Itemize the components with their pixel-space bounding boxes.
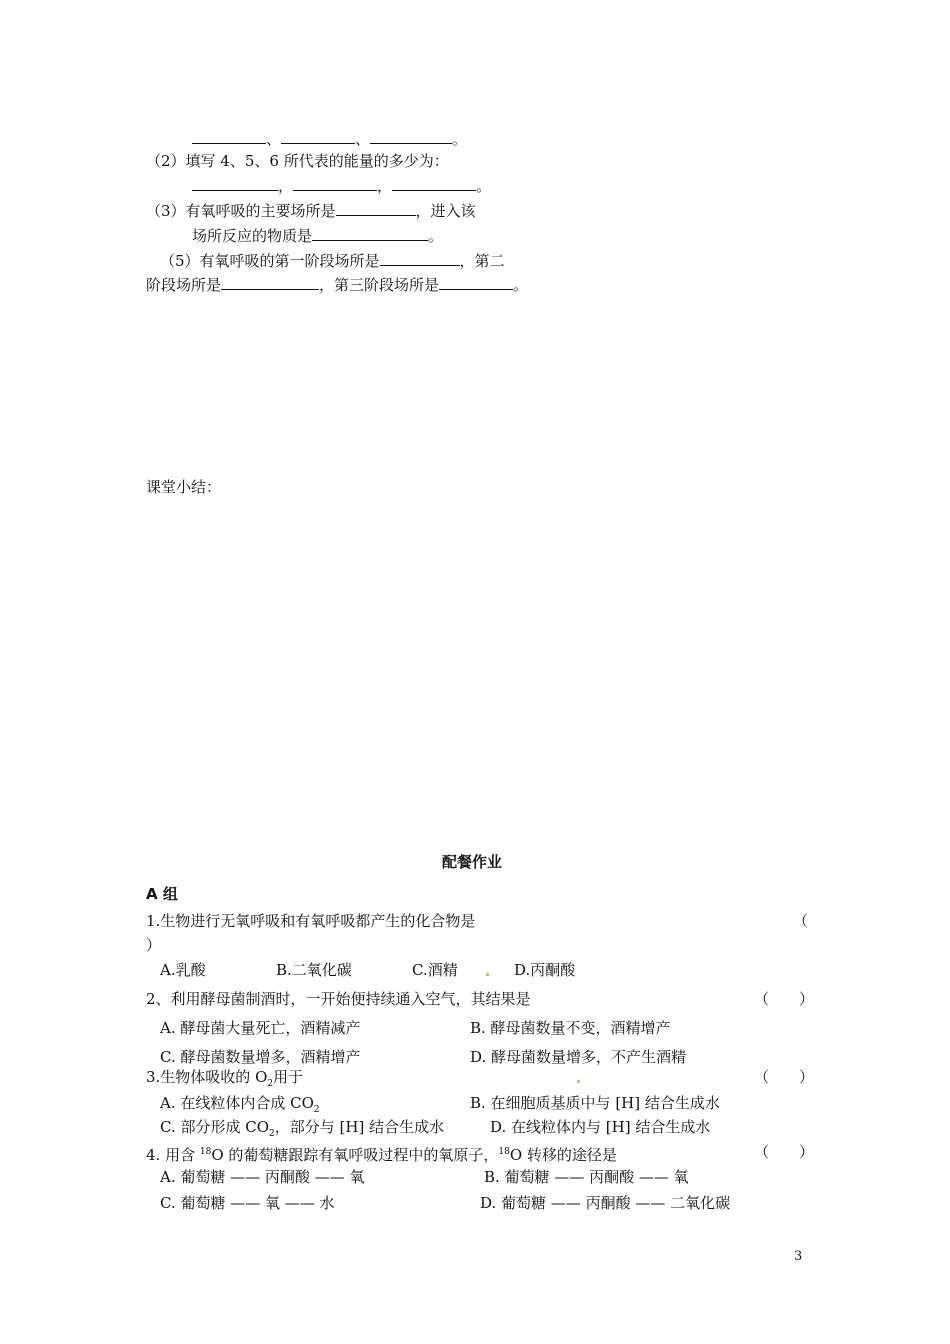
question-3-option-b[interactable]: B. 在细胞质基质中与 [H] 结合生成水 xyxy=(470,1094,720,1112)
question-5-mid: ，第三阶段场所是 xyxy=(319,276,440,294)
question-2-option-a[interactable]: A. 酵母菌大量死亡，酒精减产 xyxy=(160,1019,361,1037)
option-a-text: A. 在线粒体内合成 CO xyxy=(160,1094,314,1112)
answer-blank[interactable] xyxy=(293,175,377,191)
question-5-tail: ，第二 xyxy=(459,252,505,270)
answer-blank[interactable] xyxy=(336,200,416,216)
subscript: 2 xyxy=(267,1079,274,1089)
answer-blank[interactable] xyxy=(370,128,452,144)
question-2-label: （2）填写 4、5、6 所代表的能量的多少为： xyxy=(146,152,449,170)
separator: ， xyxy=(278,177,294,195)
question-3-option-c[interactable] xyxy=(160,1117,444,1144)
question-1-option-c[interactable]: C.酒精 xyxy=(412,961,458,979)
question-3-paren: （ ） xyxy=(754,1068,815,1086)
question-2-option-c[interactable]: C. 酵母菌数量增多，酒精增产 xyxy=(160,1048,361,1066)
question-2-option-b[interactable]: B. 酵母菌数量不变，酒精增产 xyxy=(470,1019,671,1037)
superscript: 18 xyxy=(199,1147,212,1157)
question-3-stem-post: 用于 xyxy=(273,1068,304,1086)
separator: 、 xyxy=(266,130,282,148)
question-1-option-d[interactable]: D.丙酮酸 xyxy=(514,961,576,979)
answer-blank[interactable] xyxy=(439,274,513,290)
question-2-paren: （ ） xyxy=(754,990,815,1008)
question-4-paren: （ ） xyxy=(754,1143,815,1161)
question-4-option-b[interactable]: B. 葡萄糖 —— 丙酮酸 —— 氧 xyxy=(484,1168,689,1186)
question-5-line-2 xyxy=(146,274,528,295)
option-c-text-pre: C. 部分形成 CO xyxy=(160,1118,270,1136)
line-end: 。 xyxy=(476,177,492,195)
separator: ， xyxy=(377,177,393,195)
question-3-tail: ，进入该 xyxy=(415,202,476,220)
subscript: 2 xyxy=(313,1105,320,1115)
class-summary-label: 课堂小结： xyxy=(146,478,222,496)
answer-blank[interactable] xyxy=(281,128,355,144)
question-1-paren-open: （ xyxy=(793,912,809,930)
question-4-option-d[interactable]: D. 葡萄糖 —— 丙酮酸 —— 二氧化碳 xyxy=(480,1194,731,1212)
question-3-label: （3）有氧呼吸的主要场所是 xyxy=(146,202,336,220)
question-4-stem-post: O 转移的途径是 xyxy=(509,1146,617,1164)
answer-blank[interactable] xyxy=(380,250,460,266)
line-end: 。 xyxy=(452,130,468,148)
question-3-option-d[interactable]: D. 在线粒体内与 [H] 结合生成水 xyxy=(490,1118,711,1136)
question-3-line-1 xyxy=(146,200,476,221)
option-c-text-post: ，部分与 [H] 结合生成水 xyxy=(274,1118,445,1136)
answer-blank[interactable] xyxy=(192,128,266,144)
question-2-stem: 2、利用酵母菌制酒时，一开始便持续通入空气，其结果是 xyxy=(146,990,531,1008)
separator: 、 xyxy=(355,130,371,148)
group-label: A 组 xyxy=(146,885,178,903)
question-3-option-a[interactable] xyxy=(160,1093,320,1120)
question-3-stem xyxy=(146,1067,303,1094)
subscript: 2 xyxy=(269,1129,275,1139)
stray-dot xyxy=(577,1080,580,1083)
answer-blank[interactable] xyxy=(312,225,428,241)
line-end: 。 xyxy=(513,276,529,294)
question-4-option-a[interactable]: A. 葡萄糖 —— 丙酮酸 —— 氧 xyxy=(160,1168,365,1186)
question-3-line-2-text: 场所反应的物质是 xyxy=(192,227,313,245)
stray-dot xyxy=(486,973,489,976)
question-4-stem-pre: 4. 用含 xyxy=(146,1146,200,1164)
answer-line-2 xyxy=(192,175,491,196)
question-5-line-1 xyxy=(160,250,505,271)
question-4-option-c[interactable]: C. 葡萄糖 —— 氧 —— 水 xyxy=(160,1194,335,1212)
answer-line-1 xyxy=(192,128,467,149)
question-1-paren-close: ） xyxy=(146,936,162,954)
question-1-option-a[interactable]: A.乳酸 xyxy=(160,961,206,979)
line-end: 。 xyxy=(428,227,444,245)
page-number: 3 xyxy=(794,1249,803,1264)
answer-blank[interactable] xyxy=(392,175,476,191)
question-1-stem: 1.生物进行无氧呼吸和有氧呼吸都产生的化合物是 xyxy=(146,912,476,930)
question-5-line-2-text: 阶段场所是 xyxy=(146,276,222,294)
question-4-stem-mid: O 的葡萄糖跟踪有氧呼吸过程中的氧原子， xyxy=(211,1146,499,1164)
homework-title: 配餐作业 xyxy=(442,853,503,871)
question-4-stem xyxy=(146,1142,617,1165)
question-1-option-b[interactable]: B.二氧化碳 xyxy=(276,961,352,979)
superscript: 18 xyxy=(498,1147,510,1157)
answer-blank[interactable] xyxy=(192,175,278,191)
question-5-label: （5）有氧呼吸的第一阶段场所是 xyxy=(160,252,380,270)
answer-blank[interactable] xyxy=(221,274,319,290)
question-3-line-2 xyxy=(192,225,443,246)
question-2-option-d[interactable]: D. 酵母菌数量增多，不产生酒精 xyxy=(470,1048,687,1066)
question-3-stem-pre: 3.生物体吸收的 O xyxy=(146,1068,268,1086)
